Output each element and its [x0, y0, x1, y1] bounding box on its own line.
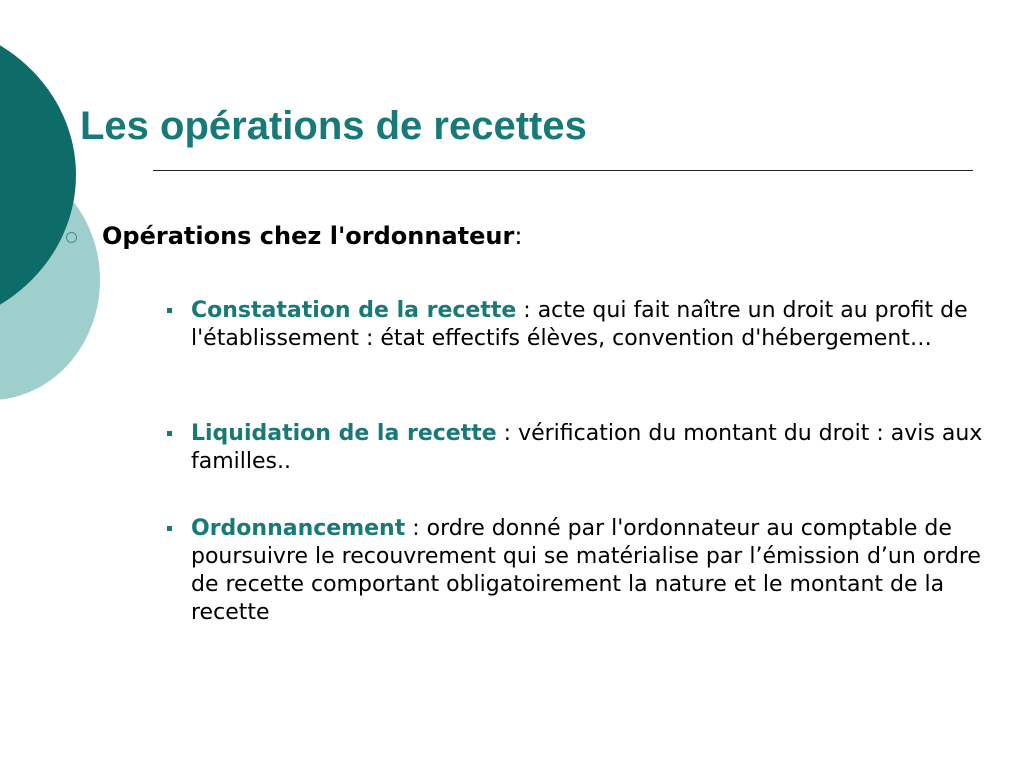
title-divider	[153, 170, 973, 171]
bullet-text: : vérification du montant du droit : avis aux familles..	[191, 421, 983, 474]
square-bullet-icon	[167, 431, 172, 436]
bullet-text: : acte qui fait naître un droit au profit de l'établissement : état effectifs élèves, convention d'hébergement…	[191, 298, 968, 351]
bullet-text: : ordre donné par l'ordonnateur au comptable de poursuivre le recouvrement qui se matérialise par l’émission d’un ordre de recette comportant obligatoirement la nature et le montant de la recette	[191, 516, 981, 625]
section-heading: Opérations chez l'ordonnateur	[102, 222, 515, 250]
hollow-circle-bullet-icon	[66, 232, 77, 243]
level2-bullet-item	[191, 420, 991, 476]
slide-title: Les opérations de recettes	[80, 104, 587, 148]
bullet-term: Ordonnancement	[191, 516, 406, 541]
level2-bullet-item	[191, 297, 991, 353]
bullet-term: Constatation de la recette	[191, 298, 517, 323]
square-bullet-icon	[167, 526, 172, 531]
level2-bullet-item	[191, 515, 981, 627]
bullet-term: Liquidation de la recette	[191, 421, 497, 446]
level1-text	[102, 220, 522, 252]
section-heading-suffix: :	[514, 222, 523, 250]
square-bullet-icon	[167, 308, 172, 313]
